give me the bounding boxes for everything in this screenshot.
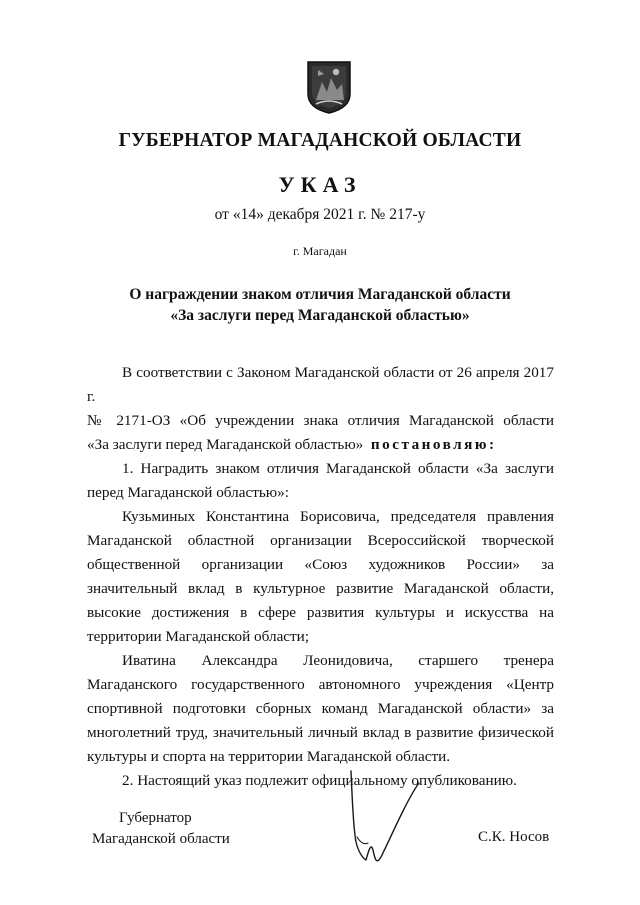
signatory-position xyxy=(92,808,230,850)
signatory-position-line: Магаданской области xyxy=(92,831,230,847)
item-1: 1. Наградить знаком отличия Магаданской области «За заслуги перед Магаданской областью»: xyxy=(87,460,554,501)
signatory-name: С.К. Носов xyxy=(478,829,550,845)
handwritten-signature xyxy=(335,765,425,875)
date-and-number: от «14» декабря 2021 г. № 217-у xyxy=(214,206,426,223)
subject-line: «За заслуги перед Магаданской областью» xyxy=(170,307,470,324)
issuing-authority: ГУБЕРНАТОР МАГАДАНСКОЙ ОБЛАСТИ xyxy=(118,130,522,151)
preamble-law-name: «За заслуги перед Магаданской областью» xyxy=(87,436,364,453)
awardee-2: Иватина Александра Леонидовича, старшего тренера Магаданского государственного автономного учреждения «Центр спортивной подготовки сборных команд Магаданской области» за многолетний труд, значительный личный вклад в развитие физической культуры и спорта на территории Магаданской области. xyxy=(87,652,554,765)
item-2: 2. Настоящий указ подлежит официальному опубликованию. xyxy=(122,772,517,789)
decree-body xyxy=(87,361,554,793)
preamble-line: № 2171-ОЗ «Об учреждении знака отличия Магаданской области xyxy=(87,412,554,429)
subject-line: О награждении знаком отличия Магаданской области xyxy=(129,286,511,303)
document-type: УКАЗ xyxy=(278,172,362,197)
signatory-position-line: Губернатор xyxy=(119,810,192,826)
preamble-line: В соответствии с Законом Магаданской области от 26 апреля 2017 г. xyxy=(87,364,554,405)
magadan-coat-of-arms-icon xyxy=(306,60,352,114)
place-of-issue: г. Магадан xyxy=(293,244,347,258)
decree-subject xyxy=(0,284,640,326)
awardee-1: Кузьминых Константина Борисовича, председателя правления Магаданской областной организации Всероссийской творческой общественной организации «Союз художников России» за значительный вклад в культурное развитие Магаданской области, высокие достижения в сфере развития культуры и искусства на территории Магаданской области; xyxy=(87,508,554,645)
resolve-word: постановляю: xyxy=(370,436,497,453)
preamble-line xyxy=(87,433,554,457)
